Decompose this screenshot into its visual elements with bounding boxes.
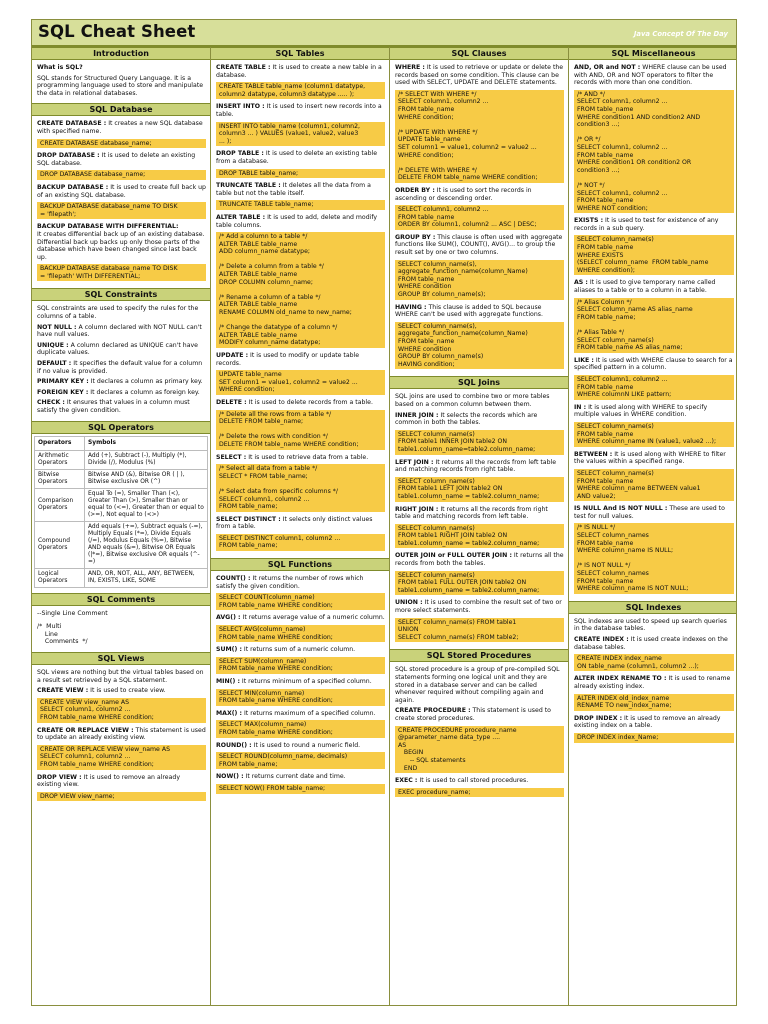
code-block: CREATE OR REPLACE VIEW view_name AS SELECT column1, column2 ... FROM table_name WHERE condition; <box>37 745 206 770</box>
keyword: NOT NULL : <box>37 323 77 331</box>
operators-table <box>34 436 208 588</box>
keyword: RIGHT JOIN : <box>395 505 439 513</box>
description: This statement is used to create stored procedures. <box>395 707 553 722</box>
code-block: /* IS NULL */ SELECT column_names FROM table_name WHERE column_name IS NULL; /* IS NOT NULL */ SELECT column_names FROM table_name WHERE column_name IS NOT NULL; <box>574 523 734 593</box>
description: It declares a column as foreign key. <box>88 388 200 396</box>
intro-description: SQL stands for Structured Query Language. It is a programming language used to store and manipulate the data in relational databases. <box>37 74 206 97</box>
keyword: EXISTS : <box>574 217 604 225</box>
table-row <box>35 469 208 488</box>
keyword: IN : <box>574 403 587 411</box>
code-block: /* SELECT With WHERE */ SELECT column1, column2 ... FROM table_name WHERE condition; /* UPDATE With WHERE */ UPDATE table_name SET column1 = value1, column2 = value2 ... WHERE condition; /* DELETE With WHERE */ DELETE FROM table_name WHERE condition; <box>395 90 564 183</box>
misc-item <box>574 404 734 447</box>
keyword: ROUND() : <box>216 741 252 749</box>
keyword: CHECK : <box>37 399 65 407</box>
section-heading: SQL Comments <box>32 593 210 606</box>
keyword: DROP INDEX : <box>574 714 623 722</box>
description: It deletes all the data from a table but not the table itself. <box>216 182 373 197</box>
description: It is used to sort the records in ascending or descending order. <box>395 186 534 202</box>
views-intro: SQL views are nothing but the virtual tables based on a result set retrieved by a SQL statement. <box>37 668 206 684</box>
index-item <box>574 715 734 743</box>
function-item <box>216 773 385 793</box>
table-item <box>216 352 385 395</box>
page-title: SQL Cheat Sheet <box>38 22 196 41</box>
code-block: SELECT column_name(s) FROM table1 RIGHT JOIN table2 ON table1.column_name = table2.column_name; <box>395 524 564 549</box>
table-item <box>216 454 385 512</box>
constraint-item <box>37 399 206 414</box>
table-cell: Comparison Operators <box>35 488 85 521</box>
keyword: DROP DATABASE : <box>37 152 100 160</box>
table-cell: Bitwise Operators <box>35 469 85 488</box>
table-cell: Logical Operators <box>35 568 85 587</box>
comments-section <box>32 606 210 652</box>
keyword: UNIQUE : <box>37 341 69 349</box>
keyword: CREATE INDEX : <box>574 636 629 643</box>
join-item <box>395 459 564 502</box>
code-block: SELECT column_name(s), aggregate_function_name(column_Name) FROM table_name WHERE condition GROUP BY column_name(s) HAVING condition; <box>395 322 564 370</box>
column-3 <box>390 47 569 1005</box>
table-item <box>216 150 385 178</box>
keyword: COUNT() : <box>216 575 251 583</box>
code-block: SELECT NOW() FROM table_name; <box>216 784 385 794</box>
keyword: INNER JOIN : <box>395 411 439 419</box>
section-heading: SQL Miscellaneous <box>569 47 737 60</box>
description: It is used along with WHERE to filter the values within a specified range. <box>574 450 728 466</box>
indexes-section <box>569 614 737 750</box>
procedures-intro: SQL stored procedure is a group of pre-compiled SQL statements forming one logical unit and they are stored in a database server and can be called whenever required without compiling again and again. <box>395 666 562 704</box>
keyword: NOW() : <box>216 773 244 781</box>
keyword: UPDATE : <box>216 352 249 359</box>
description: It returns maximum of a specified column. <box>242 709 376 717</box>
misc-item <box>574 279 734 352</box>
description: This clause is added to SQL because WHERE can't be used with aggregate functions. <box>395 303 544 319</box>
description: It returns current date and time. <box>243 773 346 781</box>
description: It returns all the records from both the tables. <box>395 552 566 568</box>
description: It returns all the records from right table and matching records from left table. <box>395 505 550 521</box>
function-item <box>216 742 385 770</box>
code-block: /* Add a column to a table */ ALTER TABLE table_name ADD column_name datatype; /* Delete a column from a table */ ALTER TABLE table_name DROP COLUMN column_name; /* Rename a column of a table */ ALTER TABLE table_name RENAME COLUMN old_name to new_name; /* Change the datatype of a column */ ALTER TABLE table_name MODIFY column_name datatype; <box>216 232 385 348</box>
keyword: EXEC : <box>395 777 418 785</box>
clause-item <box>395 234 564 300</box>
description: It is used create indexes on the database tables. <box>574 636 730 651</box>
keyword: PRIMARY KEY : <box>37 378 89 386</box>
table-cell: Add (+), Subtract (-), Multiply (*), Divide (/), Modulus (%) <box>85 450 208 469</box>
code-block: BACKUP DATABASE database_name TO DISK = 'filepath'; <box>37 202 206 219</box>
description: It is used to combine the result set of two or more select statements. <box>395 599 564 615</box>
join-item <box>395 552 564 595</box>
code-block: SELECT column_name(s) FROM table_name WHERE column_name IN (value1, value2 ...); <box>574 422 734 447</box>
keyword: WHERE : <box>395 64 425 71</box>
keyword: SELECT DISTINCT : <box>216 515 281 523</box>
description: It is used to remove an already existing index on a table. <box>574 714 723 730</box>
keyword: LIKE : <box>574 356 594 364</box>
sheet-header <box>32 20 736 47</box>
functions-section <box>211 571 389 800</box>
code-block: SELECT SUM(column_name) FROM table_name WHERE condition; <box>216 657 385 674</box>
description: This statement is used to update an already existing view. <box>37 726 208 742</box>
clause-item <box>395 64 564 183</box>
table-cell: Add equals (+=), Subtract equals (-=), Multiply Equals (*=), Divide Equals (/=), Modulus Equals (%=), Bitwise AND equals (&=), Bitwise OR Equals (|*=), Bitwise exclusive OR equals (^-=) <box>85 521 208 568</box>
description: It is used to give temporary name called aliases to a table or to a column in a table. <box>574 279 718 295</box>
code-block: SELECT column1, column2 ... FROM table_name ORDER BY column1, column2 ... ASC | DESC; <box>395 205 564 230</box>
description: It selects the records which are common in both the tables. <box>395 411 540 427</box>
keyword: AS : <box>574 279 588 287</box>
tables-section <box>211 60 389 558</box>
description: It returns sum of a numeric column. <box>241 646 356 654</box>
column-2 <box>211 47 390 1005</box>
description: It is used to retrieve or update or delete the records based on some condition. This clause can be used with SELECT, UPDATE and DELETE statements. <box>395 64 566 87</box>
code-block: SELECT ROUND(column_name, decimals) FROM table_name; <box>216 752 385 769</box>
section-heading: Introduction <box>32 47 210 60</box>
code-block: SELECT column_name(s) FROM table_name WHERE column_name BETWEEN value1 AND value2; <box>574 469 734 501</box>
constraints-intro: SQL constraints are used to specify the rules for the columns of a table. <box>37 305 201 321</box>
description: It is used to create full back up of an existing SQL database. <box>37 183 208 199</box>
code-block: CREATE PROCEDURE procedure_name @parameter_name data_type .... AS BEGIN -- SQL statements END <box>395 726 564 774</box>
table-item <box>216 182 385 210</box>
description: It returns the number of rows which satisfy the given condition. <box>216 575 366 590</box>
description: It is used to retrieve data from a table. <box>246 453 369 461</box>
join-item <box>395 506 564 549</box>
single-line-comment: --Single Line Comment <box>37 609 108 617</box>
keyword: BACKUP DATABASE WITH DIFFERENTIAL: <box>37 223 179 231</box>
column-1 <box>32 47 211 1005</box>
procedures-section <box>390 662 568 804</box>
code-block: SELECT column_name(s) FROM table1 FULL OUTER JOIN table2 ON table1.column_name = table2.column_name; <box>395 571 564 596</box>
keyword: ALTER INDEX RENAME TO : <box>574 675 667 683</box>
clause-item <box>395 187 564 230</box>
description: It returns average value of a numeric column. <box>240 614 385 622</box>
table-row <box>35 568 208 587</box>
section-heading: SQL Views <box>32 652 210 665</box>
table-item <box>216 399 385 450</box>
code-block: SELECT DISTINCT column1, column2 ... FROM table_name; <box>216 534 385 551</box>
view-item <box>37 687 206 722</box>
description: It returns minimum of a specified column. <box>239 678 372 685</box>
description: It returns all the records from left table and matching records from right table. <box>395 458 559 474</box>
code-block: SELECT column_name(s) FROM table_name WHERE EXISTS (SELECT column_name FROM table_name WHERE condition); <box>574 235 734 275</box>
clause-item <box>395 304 564 370</box>
section-heading: SQL Joins <box>390 376 568 389</box>
code-block: /* Select all data from a table */ SELECT * FROM table_name; /* Select data from specific columns */ SELECT column1, column2 ... FROM table_name; <box>216 464 385 512</box>
code-block: EXEC procedure_name; <box>395 788 564 798</box>
misc-item <box>574 451 734 502</box>
description: This clause is often used with aggregate functions like SUM(), COUNT(), AVG()... to group the result set by one or two columns. <box>395 233 565 257</box>
section-heading: SQL Clauses <box>390 47 568 60</box>
table-header: Symbols <box>85 436 208 450</box>
intro-section <box>32 60 210 103</box>
keyword: AVG() : <box>216 614 241 622</box>
section-heading: SQL Indexes <box>569 601 737 614</box>
misc-item <box>574 217 734 275</box>
section-heading: SQL Stored Procedures <box>390 649 568 662</box>
section-heading: SQL Constraints <box>32 288 210 301</box>
column-4 <box>569 47 737 1005</box>
table-cell: AND, OR, NOT, ALL, ANY, BETWEEN, IN, EXISTS, LIKE, SOME <box>85 568 208 587</box>
function-item <box>216 678 385 706</box>
code-block: DROP TABLE table_name; <box>216 169 385 179</box>
procedure-item <box>395 777 564 797</box>
section-heading: SQL Tables <box>211 47 389 60</box>
description: It is used to rename already existing index. <box>574 675 733 690</box>
constraint-item <box>37 324 206 339</box>
code-block: SELECT column_name(s), aggregate_function_name(column_Name) FROM table_name WHERE condition GROUP BY column_name(s); <box>395 260 564 300</box>
constraint-item <box>37 378 206 386</box>
keyword: CREATE DATABASE : <box>37 120 107 128</box>
description: It is used to add, delete and modify table columns. <box>216 213 380 229</box>
keyword: OUTER JOIN or FULL OUTER JOIN : <box>395 552 512 560</box>
keyword: DEFAULT : <box>37 360 72 368</box>
code-block: TRUNCATE TABLE table_name; <box>216 200 385 210</box>
description: It ensures that values in a column must satisfy the given condition. <box>37 399 192 414</box>
sqldb-section <box>32 116 210 288</box>
sqldb-item <box>37 120 206 148</box>
table-item <box>216 516 385 551</box>
code-block: /* Delete all the rows from a table */ DELETE FROM table_name; /* Delete the rows with condition */ DELETE FROM table_name WHERE condition; <box>216 410 385 450</box>
description: It declares a column as primary key. <box>88 378 203 386</box>
table-row <box>35 450 208 469</box>
join-item <box>395 412 564 455</box>
section-heading: SQL Database <box>32 103 210 116</box>
table-row <box>35 488 208 521</box>
code-block: CREATE DATABASE database_name; <box>37 139 206 149</box>
table-cell: Equal To (=), Smaller Than (<), Greater Than (>), Smaller than or equal to (<=), Greater than or equal to (>=), Not equal to (<>) <box>85 488 208 521</box>
code-block: CREATE TABLE table_name (column1 datatype, column2 datatype, column3 datatype ..... ); <box>216 82 385 99</box>
description: A column declared as UNIQUE can't have duplicate values. <box>37 341 200 357</box>
keyword: FOREIGN KEY : <box>37 388 89 396</box>
keyword: CREATE OR REPLACE VIEW : <box>37 726 134 734</box>
keyword: CREATE PROCEDURE : <box>395 707 471 715</box>
join-item <box>395 599 564 642</box>
description: It is used to modify or update table records. <box>216 352 362 367</box>
description: It is used to create a new table in a database. <box>216 64 384 79</box>
function-item <box>216 646 385 674</box>
keyword: DROP TABLE : <box>216 150 264 158</box>
code-block: SELECT column_name(s) FROM table1 LEFT JOIN table2 ON table1.column_name = table2.column_name; <box>395 477 564 502</box>
keyword: SELECT : <box>216 453 247 461</box>
description: It is used to delete an existing SQL database. <box>37 152 198 167</box>
keyword: ALTER TABLE : <box>216 213 266 221</box>
code-block: SELECT COUNT(column_name) FROM table_name WHERE condition; <box>216 593 385 610</box>
keyword: GROUP BY : <box>395 233 436 241</box>
code-block: BACKUP DATABASE database_name TO DISK = 'filepath' WITH DIFFERENTIAL; <box>37 264 206 281</box>
keyword: CREATE TABLE : <box>216 64 271 71</box>
table-row <box>35 521 208 568</box>
code-block: ALTER INDEX old_index_name RENAME TO new_index_name; <box>574 694 734 711</box>
code-block: DROP VIEW view_name; <box>37 792 206 802</box>
section-heading: SQL Operators <box>32 421 210 434</box>
description: It creates a new SQL database with specified name. <box>37 120 205 135</box>
index-item <box>574 675 734 710</box>
table-item <box>216 214 385 348</box>
operators-section <box>32 436 210 593</box>
sqldb-item <box>37 184 206 219</box>
keyword: AND, OR and NOT : <box>574 64 641 71</box>
procedure-item <box>395 707 564 773</box>
cheat-sheet <box>31 19 737 1006</box>
description: It specifies the default value for a column if no value is provided. <box>37 360 205 375</box>
views-section <box>32 665 210 808</box>
description: It is used to delete an existing table from a database. <box>216 150 380 165</box>
description: It is used to insert new records into a table. <box>216 103 384 118</box>
constraints-section <box>32 301 210 420</box>
description: A column declared with NOT NULL can't have null values. <box>37 323 204 339</box>
code-block: DROP DATABASE database_name; <box>37 170 206 180</box>
keyword: HAVING : <box>395 303 427 311</box>
keyword: SUM() : <box>216 646 242 654</box>
joins-intro: SQL joins are used to combine two or more tables based on a common column between them. <box>395 393 552 408</box>
table-cell: Bitwise AND (&), Bitwise OR ( | ), Bitwise exclusive OR (^) <box>85 469 208 488</box>
description: These are used to test for null values. <box>574 505 727 520</box>
description: It is used to round a numeric field. <box>251 741 361 749</box>
description: It is used along with WHERE to specify multiple values in WHERE condition. <box>574 403 710 419</box>
brand-label: Java Concept Of The Day <box>633 30 728 38</box>
code-block: SELECT AVG(column_name) FROM table_name WHERE condition; <box>216 625 385 642</box>
function-item <box>216 614 385 642</box>
misc-item <box>574 505 734 594</box>
keyword: DROP VIEW : <box>37 773 82 781</box>
code-block: DROP INDEX index_Name; <box>574 733 734 743</box>
section-heading: SQL Functions <box>211 558 389 571</box>
columns <box>32 47 736 1005</box>
misc-item <box>574 357 734 400</box>
table-header-row <box>35 436 208 450</box>
description: It is used with WHERE clause to search for a specified pattern in a column. <box>574 356 735 372</box>
description: It is used to test for existence of any records in a sub query. <box>574 217 721 232</box>
intro-question: What is SQL? <box>37 64 83 71</box>
table-cell: Compound Operators <box>35 521 85 568</box>
constraint-item <box>37 360 206 375</box>
code-block: SELECT MAX(column_name) FROM table_name WHERE condition; <box>216 720 385 737</box>
description: It is used to create view. <box>88 687 166 695</box>
description: It is used to delete records from a table. <box>246 398 373 406</box>
table-item <box>216 103 385 146</box>
indexes-intro: SQL indexes are used to speed up search queries in the database tables. <box>574 617 729 633</box>
view-item <box>37 727 206 770</box>
misc-item <box>574 64 734 213</box>
keyword: IS NULL And IS NOT NULL : <box>574 505 668 513</box>
sqldb-item <box>37 152 206 180</box>
keyword: UNION : <box>395 599 423 607</box>
view-item <box>37 774 206 802</box>
code-block: SELECT column1, column2 ... FROM table_name WHERE columnN LIKE pattern; <box>574 375 734 400</box>
keyword: MAX() : <box>216 709 243 717</box>
keyword: MIN() : <box>216 678 240 685</box>
keyword: BACKUP DATABASE : <box>37 183 109 191</box>
description: WHERE clause can be used with AND, OR and NOT operators to filter the records with more than one condition. <box>574 64 729 87</box>
description: It creates differential back up of an existing database. Differential back up backs up only those parts of the database which have been changed since last back up. <box>37 230 205 261</box>
joins-section <box>390 389 568 649</box>
code-block: /* AND */ SELECT column1, column2 ... FROM table_name WHERE condition1 AND condition2 AND condition3 ...; /* OR */ SELECT column1, column2 ... FROM table_name WHERE condition1 OR condition2 OR condition3 ...; /* NOT */ SELECT column1, column2 ... FROM table_name WHERE NOT condition; <box>574 90 734 214</box>
keyword: ORDER BY : <box>395 186 435 194</box>
keyword: BETWEEN : <box>574 450 613 458</box>
constraint-item <box>37 389 206 397</box>
keyword: LEFT JOIN : <box>395 458 434 466</box>
code-block: CREATE INDEX index_name ON table_name (column1, column2 ...); <box>574 654 734 671</box>
constraint-item <box>37 342 206 357</box>
description: It is used to remove an already existing view. <box>37 773 182 789</box>
code-block: CREATE VIEW view_name AS SELECT column1, column2 ... FROM table_name WHERE condition; <box>37 698 206 723</box>
code-block: INSERT INTO table_name (column1, column2, column3 ... ) VALUES (value1, value2, value3 ... ); <box>216 122 385 147</box>
index-item <box>574 636 734 671</box>
description: It is used to call stored procedures. <box>417 777 529 785</box>
table-cell: Arithmetic Operators <box>35 450 85 469</box>
function-item <box>216 575 385 610</box>
code-block: UPDATE table_name SET column1 = value1, column2 = value2 ... WHERE condition; <box>216 370 385 395</box>
clauses-section <box>390 60 568 376</box>
code-block: SELECT column_name(s) FROM table1 INNER JOIN table2 ON table1.column_name=table2.column_name; <box>395 430 564 455</box>
misc-section <box>569 60 737 601</box>
sqldb-item <box>37 223 206 281</box>
table-item <box>216 64 385 99</box>
keyword: DELETE : <box>216 398 247 406</box>
multi-line-comment: /* Multi Line Comments */ <box>37 623 88 646</box>
keyword: INSERT INTO : <box>216 103 265 111</box>
code-block: /* Alias Column */ SELECT column_name AS alias_name FROM table_name; /* Alias Table */ SELECT column_name(s) FROM table_name AS alias_name; <box>574 298 734 353</box>
table-header: Operators <box>35 436 85 450</box>
description: It selects only distinct values from a table. <box>216 515 375 531</box>
keyword: CREATE VIEW : <box>37 687 89 695</box>
code-block: SELECT column_name(s) FROM table1 UNION SELECT column_name(s) FROM table2; <box>395 618 564 643</box>
function-item <box>216 710 385 738</box>
code-block: SELECT MIN(column_name) FROM table_name WHERE condition; <box>216 689 385 706</box>
keyword: TRUNCATE TABLE : <box>216 182 281 190</box>
